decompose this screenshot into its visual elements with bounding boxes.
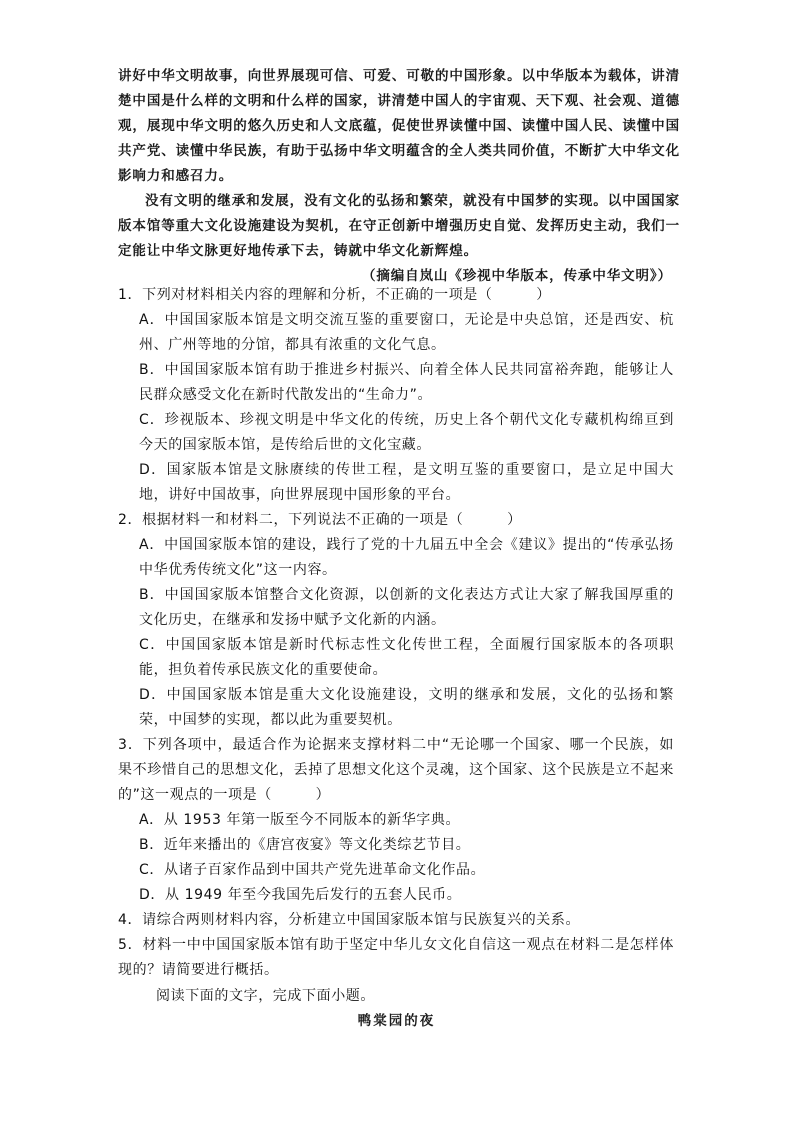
- question-stem: 3．下列各项中，最适合作为论据来支撑材料二中“无论哪一个国家、哪一个民族，如果不珍惜自己的思想文化，丢掉了思想文化这个灵魂，这个国家、这个民族是立不起来的”这一观点的一项是（ ）: [118, 737, 674, 803]
- question-option-a: A．中国国家版本馆的建设，践行了党的十九届五中全会《建议》提出的“传承弘扬中华优秀传统文化”这一内容。: [139, 537, 674, 578]
- question-stem: 1．下列对材料相关内容的理解和分析，不正确的一项是（ ）: [118, 287, 551, 303]
- question-option-d: D．国家版本馆是文脉赓续的传世工程，是文明互鉴的重要窗口，是立足中国大地，讲好中国故事，向世界展现中国形象的平台。: [139, 462, 674, 503]
- question-stem: 5．材料一中中国国家版本馆有助于坚定中华儿女文化自信这一观点在材料二是怎样体现的？请简要进行概括。: [118, 937, 674, 978]
- section-instruction: 阅读下面的文字，完成下面小题。: [156, 988, 375, 1004]
- question-3: [118, 733, 674, 908]
- reading-passage: [118, 64, 680, 289]
- question-option-c: C．从诸子百家作品到中国共产党先进革命文化作品。: [139, 862, 486, 878]
- question-option-c: C．珍视版本、珍视文明是中华文化的传统，历史上各个朝代文化专藏机构绵亘到今天的国家版本馆，是传给后世的文化宝藏。: [139, 412, 674, 453]
- passage-paragraph-2: 没有文明的继承和发展，没有文化的弘扬和繁荣，就没有中国梦的实现。以中国国家版本馆等重大文化设施建设为契机，在守正创新中增强历史自觉、发挥历史主动，我们一定能让中华文脉更好地传承下去，铸就中华文化新辉煌。: [118, 193, 680, 259]
- question-option-b: B．近年来播出的《唐宫夜宴》等文化类综艺节目。: [139, 837, 471, 853]
- question-option-d: D．从 1949 年至今我国先后发行的五套人民币。: [139, 887, 462, 903]
- story-title: 鸭棠园的夜: [357, 1013, 436, 1029]
- passage-paragraph-1: 讲好中华文明故事，向世界展现可信、可爱、可敬的中国形象。以中华版本为载体，讲清楚中国是什么样的文明和什么样的国家，讲清楚中国人的宇宙观、天下观、社会观、道德观，展现中华文明的悠久历史和人文底蕴，促使世界读懂中国、读懂中国人民、读懂中国共产党、读懂中华民族，有助于弘扬中华文明蕴含的全人类共同价值，不断扩大中华文化影响力和感召力。: [118, 68, 680, 184]
- question-option-a: A．中国国家版本馆是文明交流互鉴的重要窗口，无论是中央总馆，还是西安、杭州、广州等地的分馆，都具有浓重的文化气息。: [139, 312, 674, 353]
- question-2: [118, 508, 674, 733]
- question-4: [118, 908, 674, 933]
- question-option-a: A．从 1953 年第一版至今不同版本的新华字典。: [139, 812, 461, 828]
- question-stem: 2．根据材料一和材料二，下列说法不正确的一项是（ ）: [118, 512, 522, 528]
- passage-source: （摘编自岚山《珍视中华版本，传承中华文明》）: [361, 268, 672, 284]
- question-option-b: B．中国国家版本馆有助于推进乡村振兴、向着全体人民共同富裕奔跑，能够让人民群众感受文化在新时代散发出的“生命力”。: [139, 362, 674, 403]
- question-1: [118, 283, 674, 508]
- question-list: [118, 283, 674, 983]
- question-option-d: D．中国国家版本馆是重大文化设施建设，文明的继承和发展，文化的弘扬和繁荣，中国梦的实现，都以此为重要契机。: [139, 687, 674, 728]
- question-stem: 4．请综合两则材料内容，分析建立中国国家版本馆与民族复兴的关系。: [118, 912, 581, 928]
- question-option-b: B．中国国家版本馆整合文化资源，以创新的文化表达方式让大家了解我国厚重的文化历史，在继承和发扬中赋予文化新的内涵。: [139, 587, 674, 628]
- question-5: [118, 933, 674, 983]
- question-option-c: C．中国国家版本馆是新时代标志性文化传世工程，全面履行国家版本的各项职能，担负着传承民族文化的重要使命。: [139, 637, 674, 678]
